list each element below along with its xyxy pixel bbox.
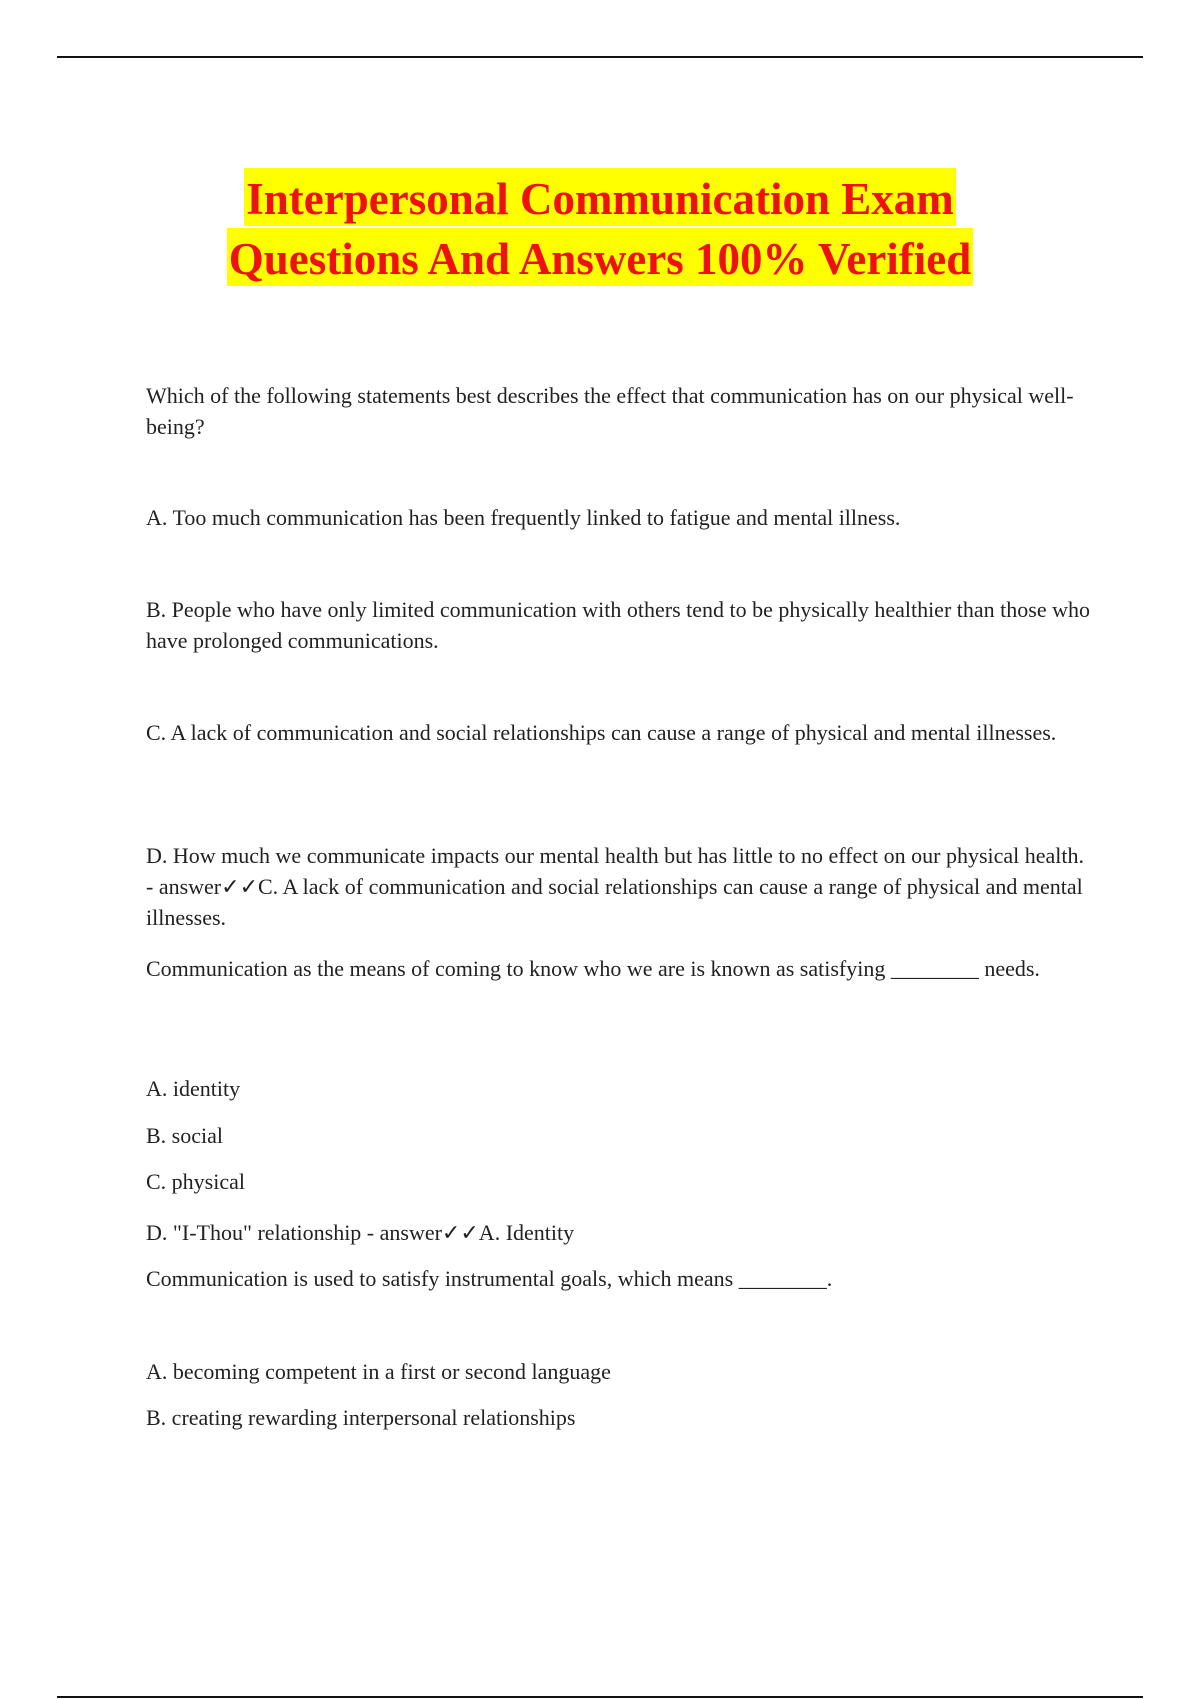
question-2-option-d-answer: D. "I-Thou" relationship - answer✓✓A. Identity — [146, 1220, 575, 1245]
question-3-option-b: B. creating rewarding interpersonal relationships — [146, 1405, 576, 1430]
title-line-2: Questions And Answers 100% Verified — [227, 228, 974, 286]
question-2-option-a: A. identity — [146, 1076, 241, 1101]
question-3-option-a: A. becoming competent in a first or second language — [146, 1359, 611, 1384]
bottom-rule — [57, 1696, 1143, 1698]
question-2-text: Communication as the means of coming to know who we are is known as satisfying ________ needs. — [146, 956, 1040, 981]
question-3-text: Communication is used to satisfy instrumental goals, which means ________. — [146, 1266, 833, 1291]
question-1-option-c: C. A lack of communication and social relationships can cause a range of physical and mental illnesses. — [146, 720, 1057, 745]
question-1-option-b: B. People who have only limited communication with others tend to be physically healthier than those who have prolonged communications. — [146, 597, 1090, 653]
question-1-option-a: A. Too much communication has been frequently linked to fatigue and mental illness. — [146, 505, 901, 530]
question-1-option-d-answer: D. How much we communicate impacts our mental health but has little to no effect on our physical health. - answer✓✓C. A lack of communication and social relationships can cause a range of physical and mental illnesses. — [146, 843, 1085, 930]
question-2-option-c: C. physical — [146, 1169, 245, 1194]
question-1-text: Which of the following statements best describes the effect that communication has on our physical well-being? — [146, 383, 1074, 439]
document-title — [0, 168, 1200, 288]
title-line-1: Interpersonal Communication Exam — [244, 168, 956, 226]
question-2-option-b: B. social — [146, 1123, 223, 1148]
top-rule — [57, 56, 1143, 58]
